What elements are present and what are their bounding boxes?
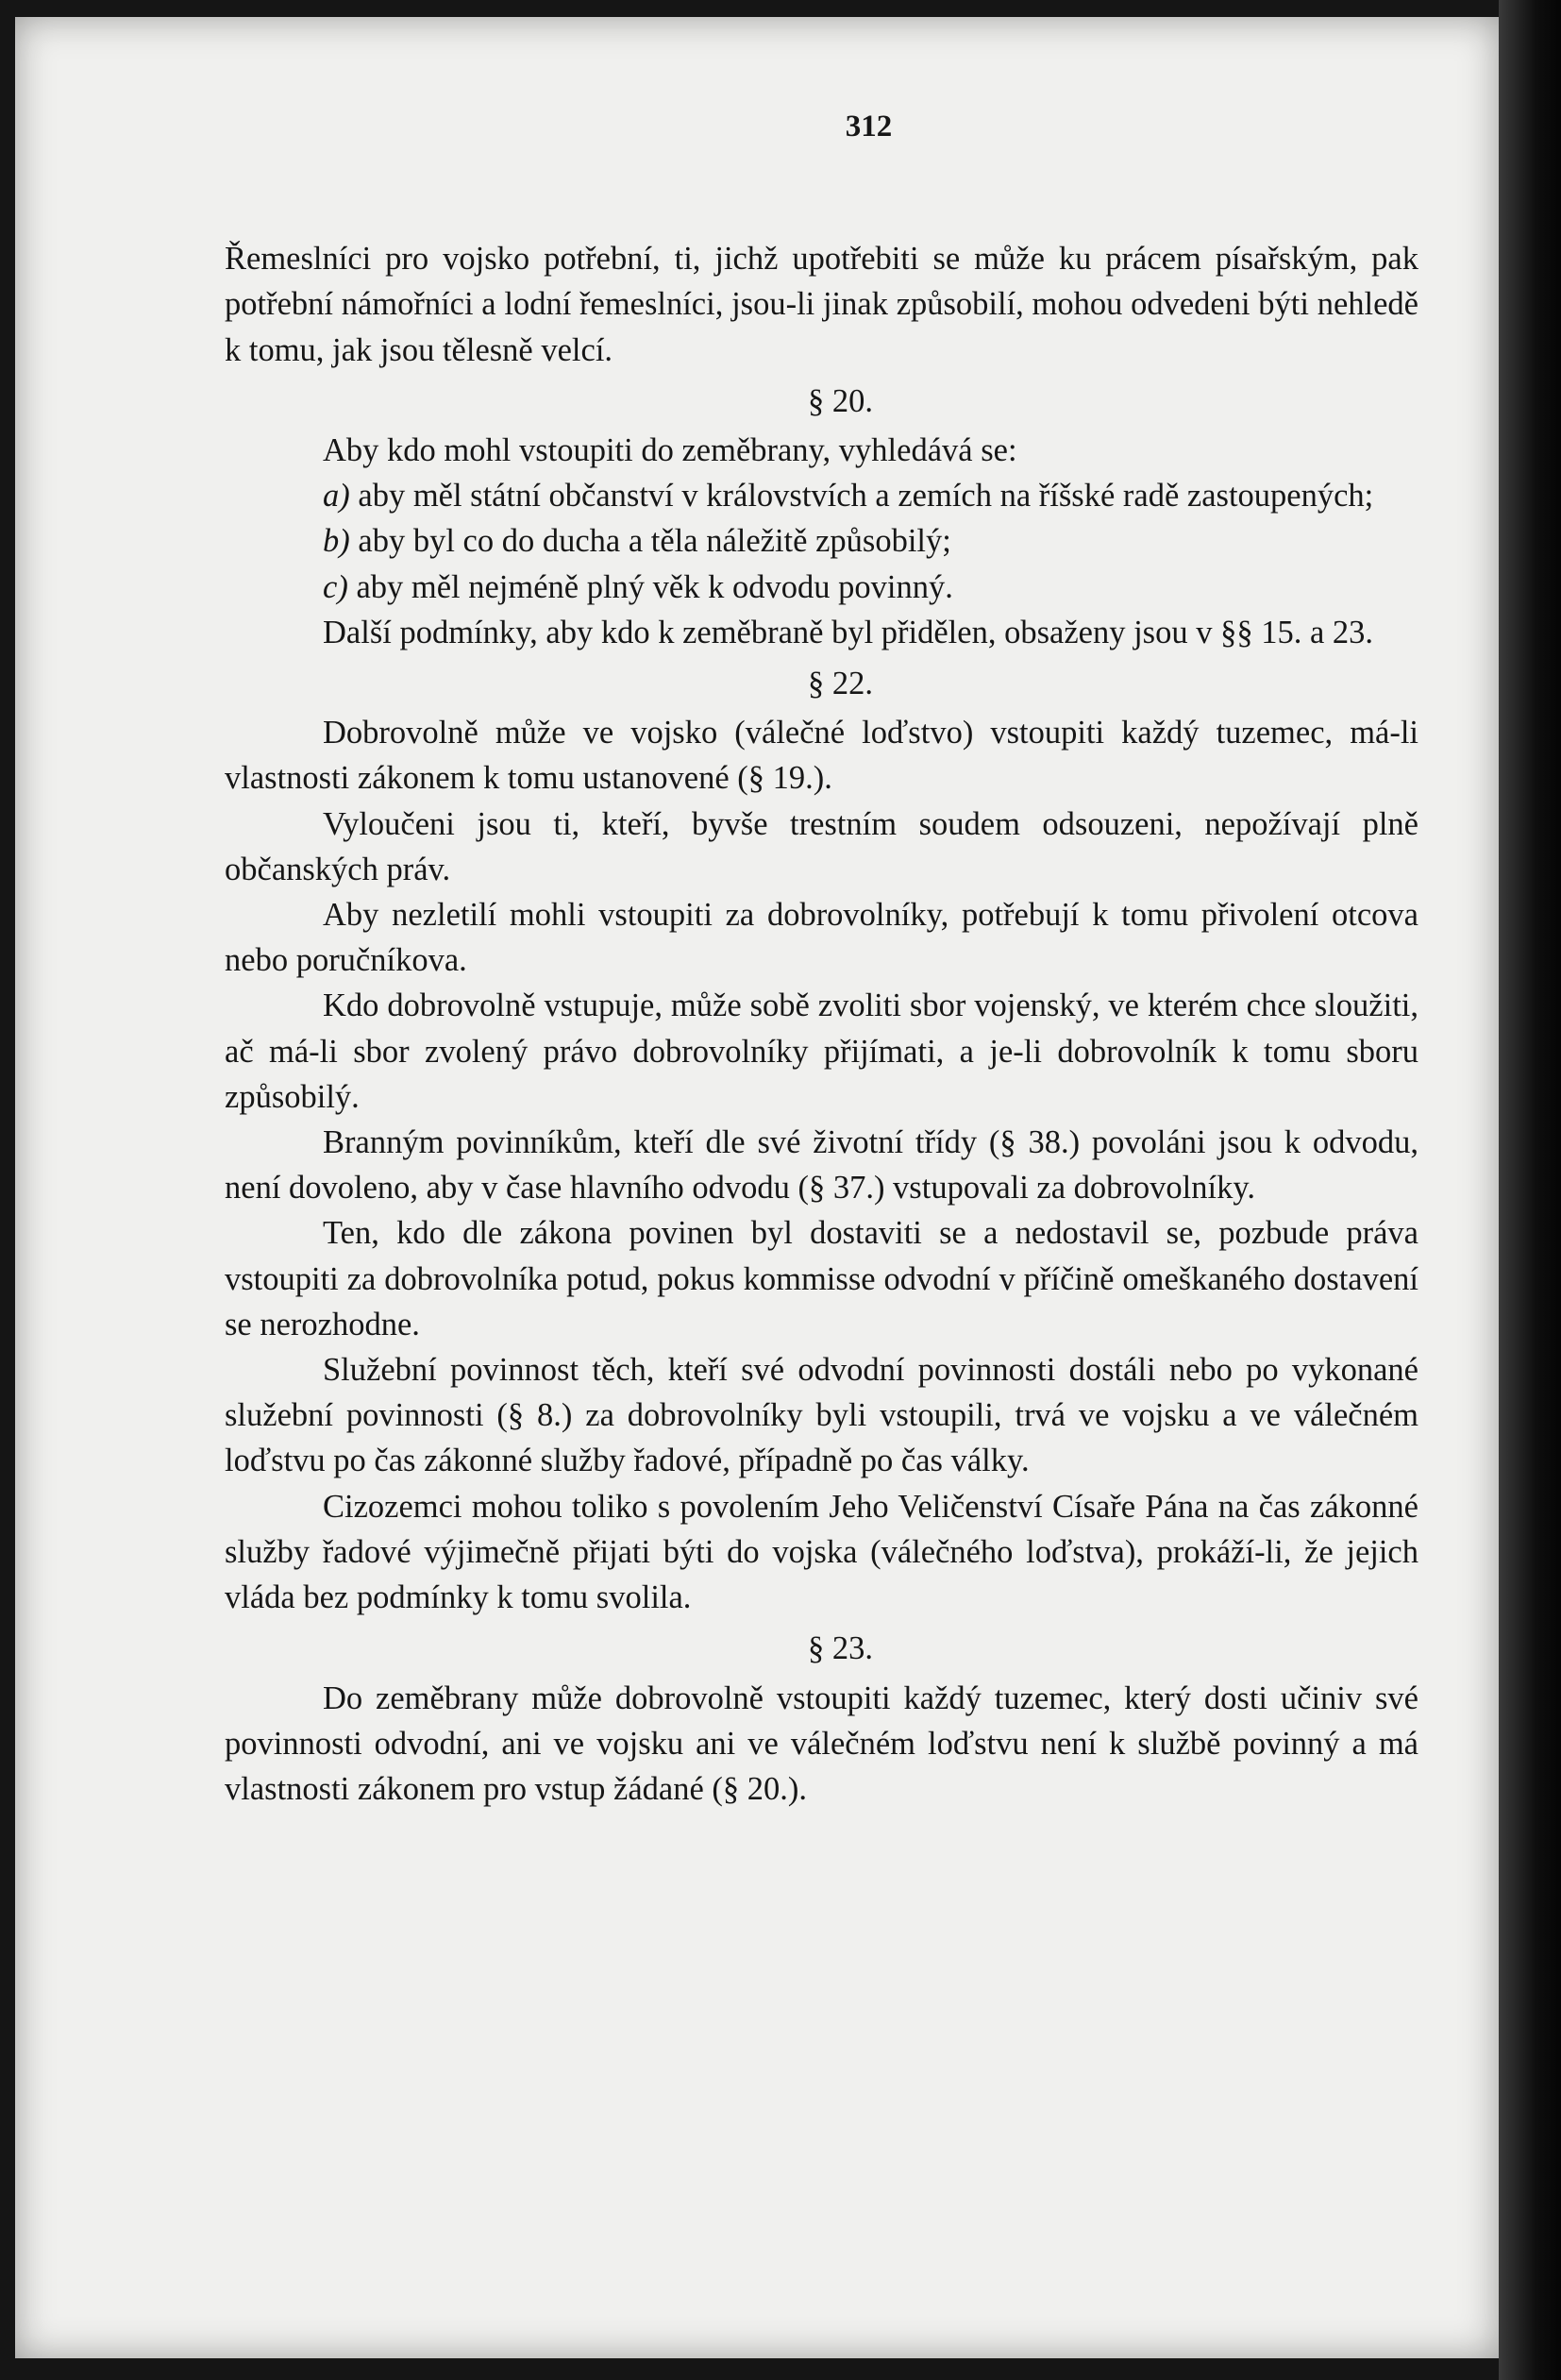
section-heading-20: § 20. (808, 382, 873, 419)
section-22-paragraph: Branným povinníkům, kteří dle své životní třídy (§ 38.) povoláni jsou k odvodu, není dovoleno, aby v čase hlavního odvodu (§ 37.) vstupovali za dobrovolníky. (225, 1124, 1418, 1207)
document-body (225, 104, 1418, 1812)
section-20-item-a (225, 473, 1418, 518)
section-22-paragraph: Služební povinnost těch, kteří své odvodní povinnosti dostáli nebo po vykonané služební povinnosti (§ 8.) za dobrovolníky byli vstoupili, trvá ve vojsku a ve válečném loďstvu po čas zákonné služby řadové, případně po čas války. (225, 1352, 1418, 1479)
list-marker: a) (323, 478, 350, 515)
section-20-closing: Další podmínky, aby kdo k zeměbraně byl přidělen, obsaženy jsou v §§ 15. a 23. (323, 614, 1374, 650)
list-marker: c) (323, 568, 348, 605)
page-number: 312 (845, 110, 893, 143)
intro-paragraph: Řemeslníci pro vojsko potřební, ti, jichž upotřebiti se může ku prácem písařským, pak potřební námořníci a lodní řemeslníci, jsou-li jinak způsobilí, mohou odvedeni býti nehledě k tomu, jak jsou tělesně velcí. (225, 241, 1418, 368)
section-22-paragraph: Ten, kdo dle zákona povinen byl dostaviti se a nedostavil se, pozbude práva vstoupiti za dobrovolníka potud, pokus kommisse odvodní v příčině omeškaného dostavení se nerozhodne. (225, 1215, 1418, 1342)
list-item-text: aby byl co do ducha a těla náležitě způsobilý; (358, 523, 951, 560)
section-22-paragraph: Vyloučeni jsou ti, kteří, byvše trestním soudem odsouzeni, nepožívají plně občanských práv. (225, 805, 1418, 887)
scan-dark-edge (1499, 0, 1561, 2380)
list-marker: b) (323, 523, 350, 560)
section-20-item-c (225, 565, 1418, 610)
list-item-text: aby měl nejméně plný věk k odvodu povinný. (356, 568, 953, 605)
list-item-text: aby měl státní občanství v královstvích a zemích na říšské radě zastoupených; (358, 478, 1374, 515)
section-22-paragraph: Aby nezletilí mohli vstoupiti za dobrovolníky, potřebují k tomu přivolení otcova nebo poručníkova. (225, 897, 1418, 979)
section-23-paragraph: Do zeměbrany může dobrovolně vstoupiti každý tuzemec, který dosti učiniv své povinnosti odvodní, ani ve vojsku ani ve válečném loďstvu není k službě povinný a má vlastnosti zákonem pro vstup žádané (§ 20.). (225, 1680, 1418, 1807)
section-22-paragraph: Cizozemci mohou toliko s povolením Jeho Veličenství Císaře Pána na čas zákonné služby řadové výjimečně přijati býti do vojska (válečného loďstva), prokáží-li, že jejich vláda bez podmínky k tomu svolila. (225, 1488, 1418, 1616)
section-20-item-b (225, 518, 1418, 564)
section-heading-23: § 23. (808, 1630, 873, 1667)
section-22-paragraph: Kdo dobrovolně vstupuje, může sobě zvoliti sbor vojenský, ve kterém chce sloužiti, ač má-li sbor zvolený právo dobrovolníky přijímati, a je-li dobrovolník k tomu sboru způsobilý. (225, 987, 1418, 1115)
section-22-paragraph: Dobrovolně může ve vojsko (válečné loďstvo) vstoupiti každý tuzemec, má-li vlastnosti zákonem k tomu ustanovené (§ 19.). (225, 715, 1418, 797)
section-20-lead: Aby kdo mohl vstoupiti do zeměbrany, vyhledává se: (323, 432, 1017, 469)
section-heading-22: § 22. (808, 666, 873, 702)
